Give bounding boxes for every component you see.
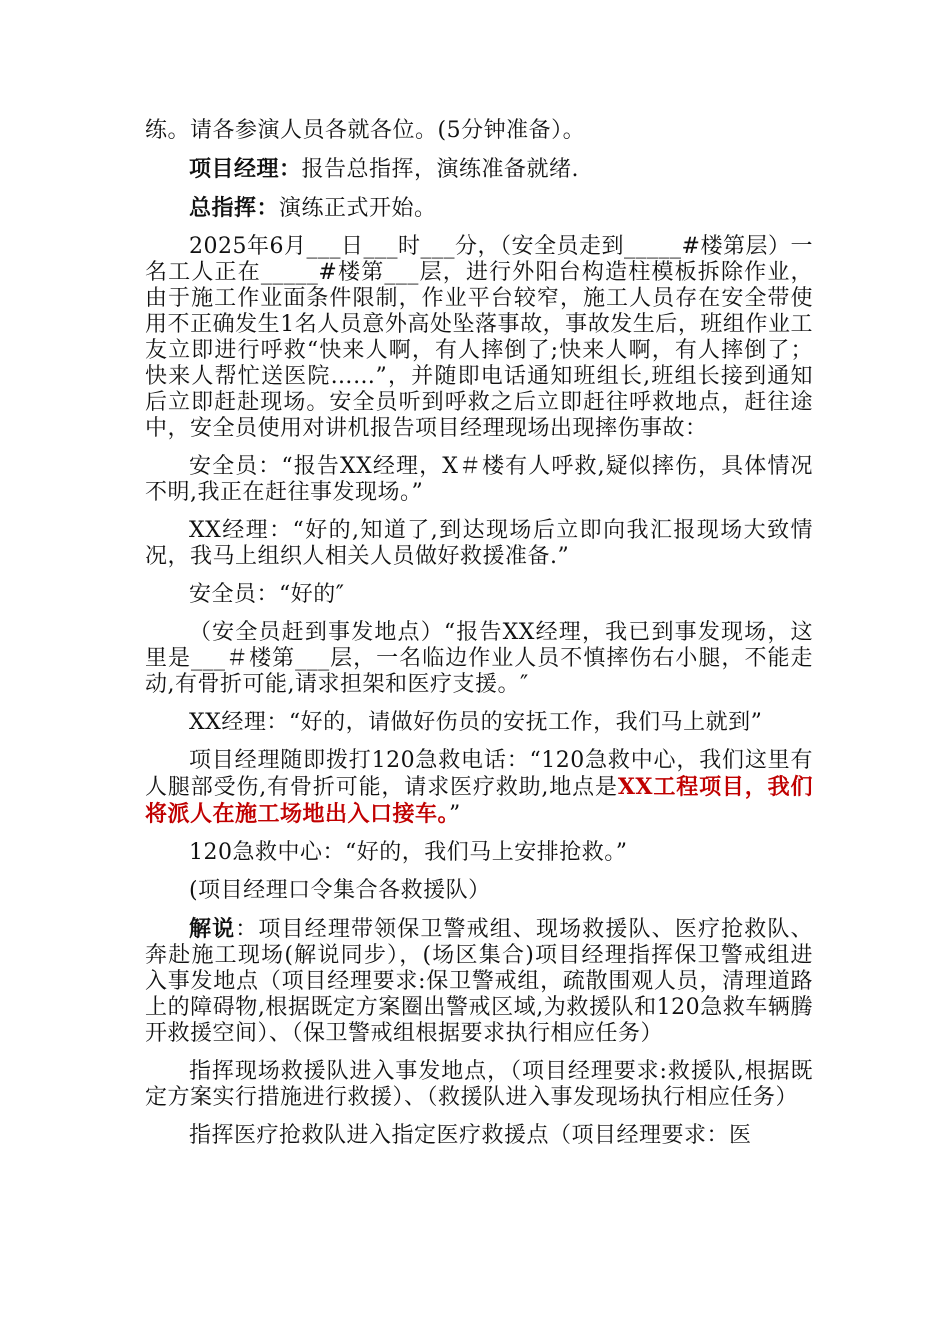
speaker-label: 项目经理：: [189, 156, 302, 182]
paragraph-8: [145, 620, 813, 698]
paragraph-2: [145, 156, 813, 183]
paragraph-4: [145, 234, 813, 442]
paragraph-5: [145, 454, 813, 506]
paragraph-10-text: 项目经理随即拨打120急救电话：“120急救中心，我们这里有人腿部受伤,有骨折可能，请求医疗救助,地点是: [145, 748, 813, 800]
document-body: [145, 118, 813, 1161]
paragraph-1-text: 练。请各参演人员各就各位。(5分钟准备）。: [145, 118, 586, 143]
paragraph-6-text: XX经理：“好的,知道了,到达现场后立即向我汇报现场大致情况，我马上组织人相关人员做好救援准备.”: [145, 518, 813, 569]
paragraph-6: [145, 518, 813, 570]
paragraph-4-text: 2025年6月___日___时___分，（安全员走到_____#楼第层）一名工人正在_____#楼第___层，进行外阳台构造柱模板拆除作业，由于施工作业面条件限制，作业平台较窄，施工人员存在安全带使用不正确发生1名人员意外高处坠落事故，事故发生后，班组作业工友立即进行呼救“快来人啊，有人摔倒了;快来人啊，有人摔倒了；快来人帮忙送医院……”，并随即电话通知班组长,班组长接到通知后立即赶赴现场。安全员听到呼救之后立即赶往呼救地点，赶往途中，安全员使用对讲机报告项目经理现场出现摔伤事故：: [145, 234, 813, 441]
highlighted-location-text: XX工程项目，我们将派人在施工场地出入口接车。: [145, 774, 813, 827]
paragraph-5-text: 安全员：“报告XX经理，X＃楼有人呼救,疑似摔伤，具体情况不明,我正在赶往事发现场。”: [145, 454, 813, 505]
paragraph-7: [145, 582, 813, 608]
paragraph-8-text: （安全员赶到事发地点）“报告XX经理，我已到事发现场，这里是___＃楼第___层，一名临边作业人员不慎摔伤右小腿，不能走动,有骨折可能,请求担架和医疗支援。″: [145, 620, 813, 697]
speaker-label: 解说: [189, 916, 236, 942]
paragraph-15-text: 指挥医疗抢救队进入指定医疗救援点（项目经理要求：医: [189, 1123, 752, 1148]
paragraph-14: [145, 1059, 813, 1111]
paragraph-12: [145, 878, 813, 904]
paragraph-9: [145, 710, 813, 736]
paragraph-11: [145, 840, 813, 866]
paragraph-1: [145, 118, 813, 144]
paragraph-10: [145, 748, 813, 828]
paragraph-7-text: 安全员：“好的″: [189, 582, 345, 607]
paragraph-12-text: (项目经理口令集合各救援队）: [189, 878, 491, 903]
paragraph-14-text: 指挥现场救援队进入事发地点，（项目经理要求:救援队,根据既定方案实行措施进行救援）、（救援队进入事发现场执行相应任务）: [145, 1059, 813, 1110]
speaker-label: 总指挥：: [189, 195, 280, 221]
paragraph-2-text: 报告总指挥，演练准备就绪.: [301, 157, 580, 182]
paragraph-9-text: XX经理：“好的，请做好伤员的安抚工作，我们马上就到”: [189, 710, 763, 735]
paragraph-13-text: ：项目经理带领保卫警戒组、现场救援队、医疗抢救队、奔赴施工现场(解说同步），(场区集合)项目经理指挥保卫警戒组进入事发地点（项目经理要求:保卫警戒组，疏散围观人员，清理道路上的障碍物,根据既定方案圈出警戒区域,为救援队和120急救车辆腾开救援空间）、（保卫警戒组根据要求执行相应任务）: [145, 917, 813, 1046]
paragraph-3: [145, 195, 813, 222]
paragraph-3-text: 演练正式开始。: [279, 196, 437, 221]
paragraph-10-end: ”: [449, 802, 461, 827]
paragraph-11-text: 120急救中心：“好的，我们马上安排抢救。”: [189, 840, 628, 865]
paragraph-13: [145, 916, 813, 1047]
paragraph-15: [145, 1123, 813, 1149]
